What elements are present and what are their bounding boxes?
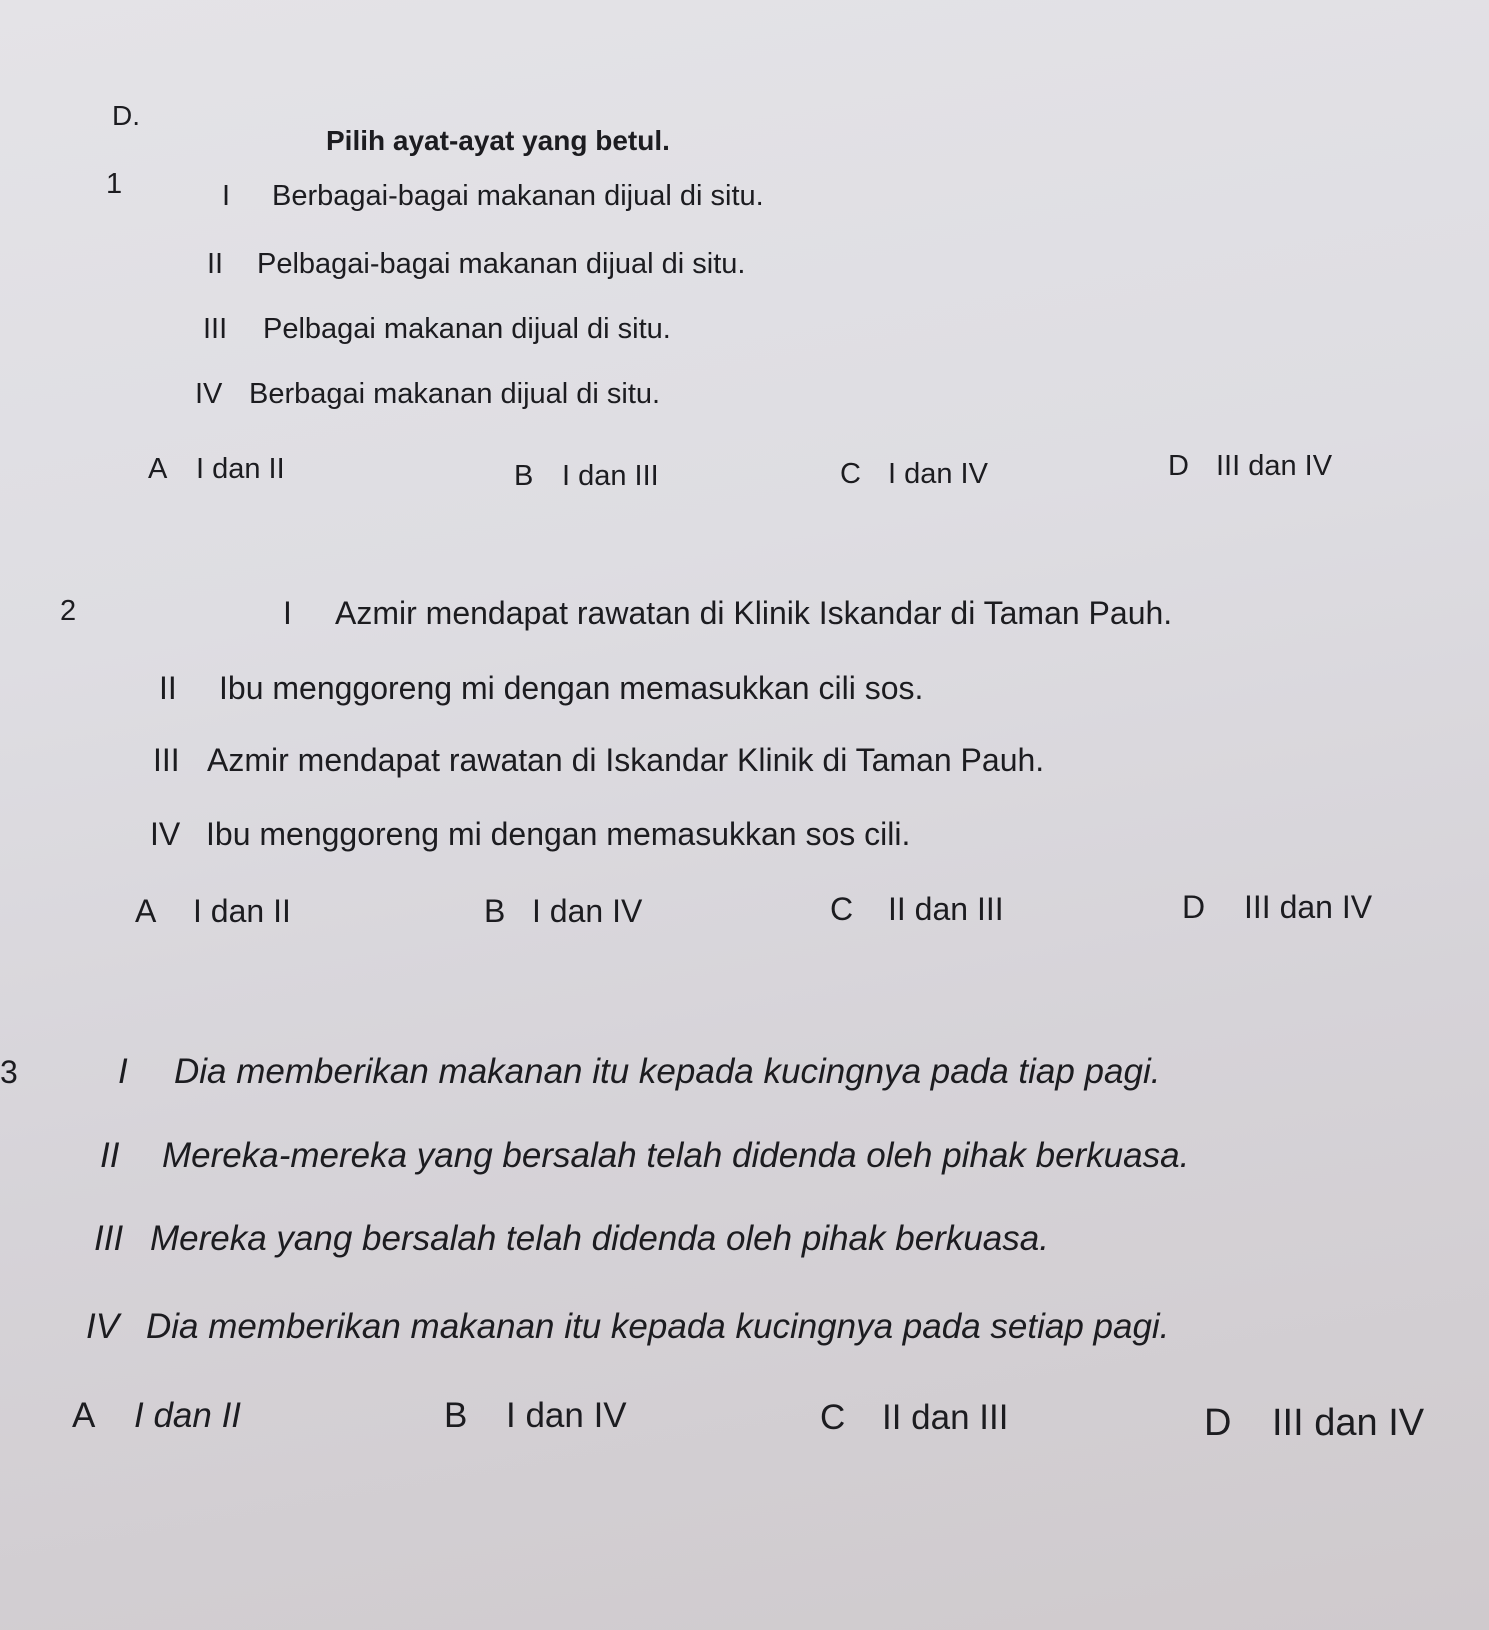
statement-text: Pelbagai makanan dijual di situ. [263,313,671,345]
option-letter: D [1182,889,1206,925]
statement-1-1 [222,182,764,211]
statement-numeral: IV [150,816,181,852]
statement-text: Azmir mendapat rawatan di Iskandar Klinik di Taman Pauh. [207,742,1045,778]
statement-numeral: IV [195,378,223,410]
option-text: I dan III [562,460,659,492]
section-label: D. [112,100,140,131]
statement-2-4 [150,818,910,850]
option-3-a[interactable] [72,1398,241,1433]
option-letter: A [135,893,157,929]
option-letter: B [514,460,534,492]
statement-2-1 [283,597,1172,629]
question-number: 3 [0,1054,18,1090]
question-number: 2 [60,595,77,627]
option-3-d[interactable] [1204,1404,1424,1442]
statement-text: Mereka yang bersalah telah didenda oleh pihak berkuasa. [150,1219,1049,1258]
statement-text: Pelbagai-bagai makanan dijual di situ. [257,248,746,280]
option-text: I dan IV [888,458,988,490]
statement-2-2 [159,672,923,704]
statement-numeral: I [283,595,292,631]
option-letter: A [148,453,168,485]
option-letter: C [820,1398,846,1437]
statement-text: Berbagai makanan dijual di situ. [249,378,661,410]
statement-text: Berbagai-bagai makanan dijual di situ. [272,180,764,212]
option-letter: C [830,891,854,927]
option-letter: B [484,893,506,929]
option-letter: C [840,458,861,490]
statement-1-3 [203,315,671,344]
option-1-c[interactable] [840,460,988,489]
statement-text: Azmir mendapat rawatan di Klinik Iskandar di Taman Pauh. [335,595,1173,631]
statement-numeral: IV [86,1307,120,1346]
statement-numeral: III [94,1219,124,1258]
option-letter: B [444,1396,468,1435]
option-text: II dan III [888,891,1004,927]
option-text: I dan II [196,453,285,485]
option-text: III dan IV [1272,1402,1425,1444]
question-number: 1 [106,168,123,200]
statement-numeral: II [207,248,224,280]
option-2-b[interactable] [484,895,642,927]
option-text: III dan IV [1244,889,1373,925]
statement-3-4 [86,1309,1169,1344]
option-3-b[interactable] [444,1398,627,1433]
statement-numeral: III [153,742,180,778]
statement-text: Ibu menggoreng mi dengan memasukkan cili sos. [219,670,924,706]
statement-numeral: III [203,313,228,345]
option-2-d[interactable] [1182,891,1372,923]
statement-text: Mereka-mereka yang bersalah telah didenda oleh pihak berkuasa. [162,1136,1190,1175]
option-letter: D [1204,1402,1232,1444]
statement-numeral: II [100,1136,120,1175]
statement-text: Dia memberikan makanan itu kepada kucingnya pada tiap pagi. [174,1052,1161,1091]
option-letter: A [72,1396,96,1435]
statement-numeral: I [118,1052,128,1091]
statement-text: Dia memberikan makanan itu kepada kucingnya pada setiap pagi. [146,1307,1170,1346]
statement-3-2 [100,1138,1189,1173]
option-letter: D [1168,450,1189,482]
section-instruction: Pilih ayat-ayat yang betul. [326,125,670,156]
option-3-c[interactable] [820,1400,1008,1435]
option-2-c[interactable] [830,893,1004,925]
statement-2-3 [153,744,1044,776]
statement-numeral: I [222,180,231,212]
statement-1-2 [207,250,745,279]
option-text: I dan IV [506,1396,627,1435]
option-1-b[interactable] [514,462,659,491]
statement-numeral: II [159,670,177,706]
option-text: I dan IV [532,893,643,929]
statement-3-1 [118,1054,1160,1089]
option-1-a[interactable] [148,455,285,484]
option-1-d[interactable] [1168,452,1332,481]
option-text: II dan III [882,1398,1009,1437]
statement-1-4 [195,380,660,409]
option-text: III dan IV [1216,450,1333,482]
option-text: I dan II [193,893,291,929]
option-text: I dan II [134,1396,242,1435]
statement-3-3 [94,1221,1049,1256]
statement-text: Ibu menggoreng mi dengan memasukkan sos cili. [206,816,911,852]
option-2-a[interactable] [135,895,291,927]
